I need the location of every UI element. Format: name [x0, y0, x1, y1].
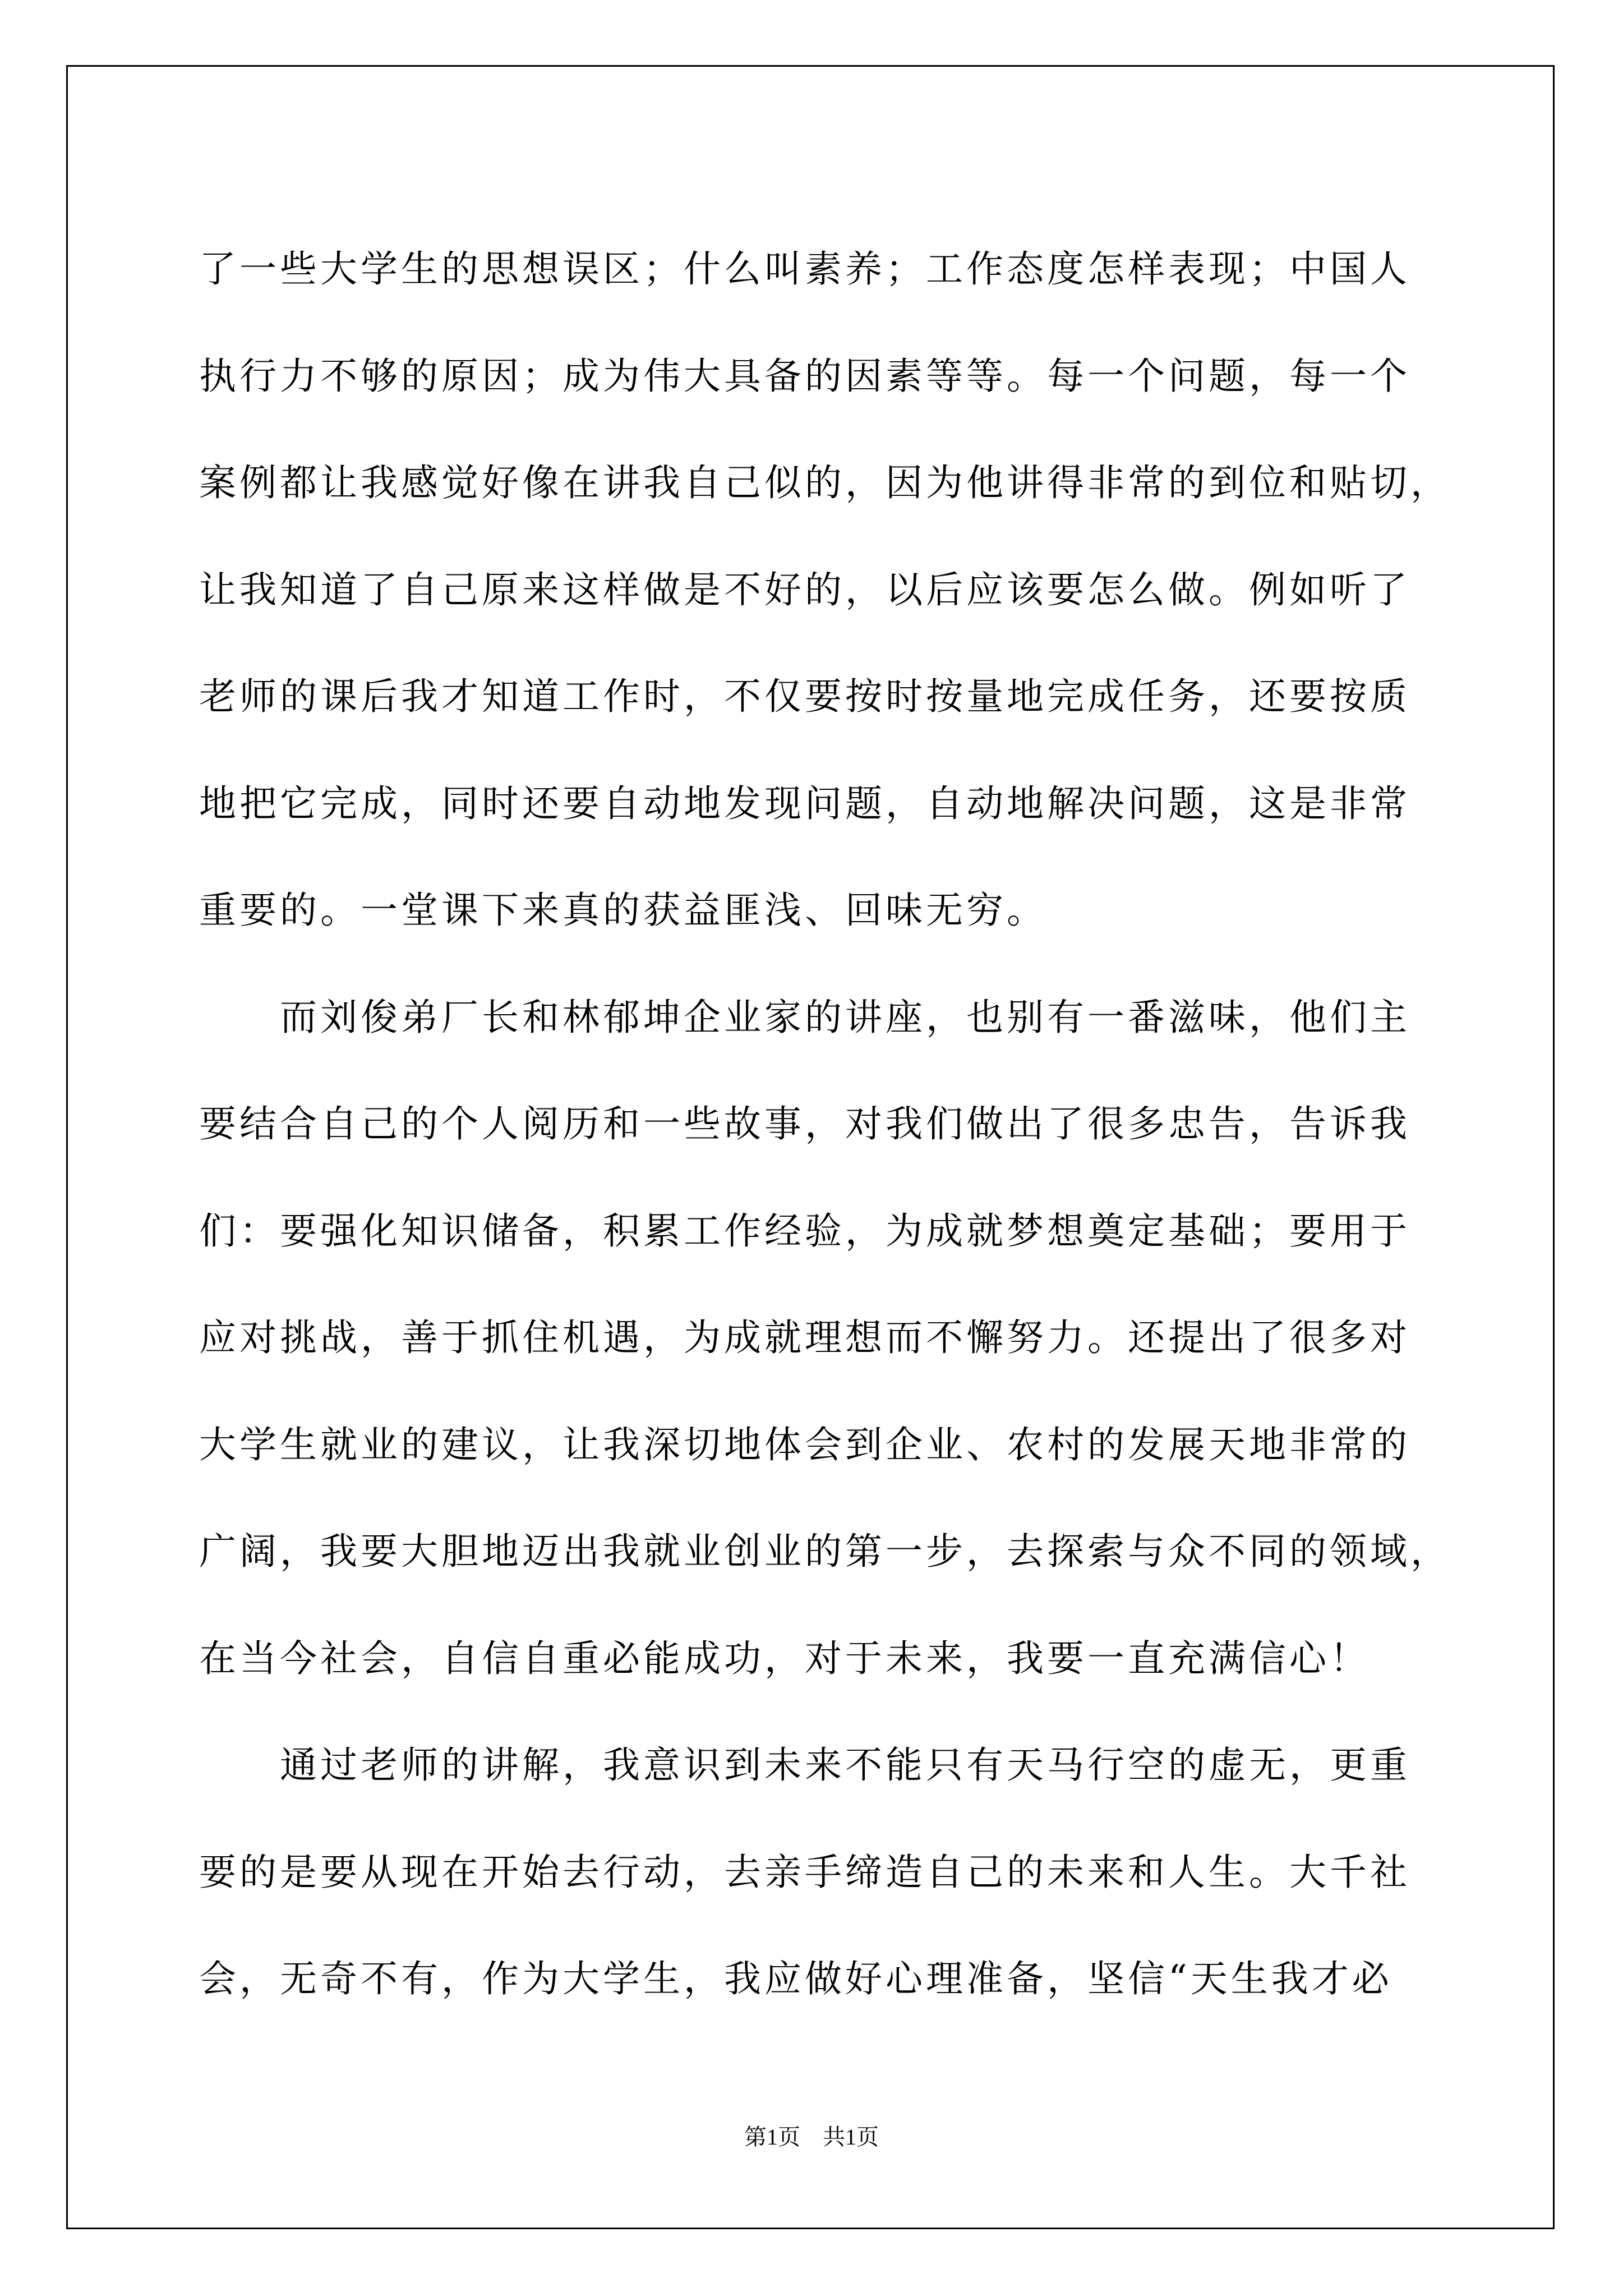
text-line: 通过老师的讲解，我意识到未来不能只有天马行空的虚无，更重 — [280, 1743, 1410, 1787]
page-number: 第1页 — [744, 2124, 800, 2150]
text-line: 大学生就业的建议，让我深切地体会到企业、农村的发展天地非常的 — [199, 1423, 1410, 1466]
text-line: 会，无奇不有，作为大学生，我应做好心理准备，坚信“天生我才必 — [199, 1957, 1393, 2000]
text-line: 而刘俊弟厂长和林郁坤企业家的讲座，也别有一番滋味，他们主 — [280, 995, 1410, 1039]
text-line: 要结合自己的个人阅历和一些故事，对我们做出了很多忠告，告诉我 — [199, 1102, 1410, 1145]
text-line: 广阔，我要大胆地迈出我就业创业的第一步，去探索与众不同的领域， — [199, 1530, 1451, 1573]
paragraph-3 — [199, 1712, 1427, 1819]
text-line: 们：要强化知识储备，积累工作经验，为成就梦想奠定基础；要用于 — [199, 1209, 1410, 1253]
page-total: 共1页 — [823, 2124, 879, 2150]
text-line: 让我知道了自己原来这样做是不好的，以后应该要怎么做。例如听了 — [199, 568, 1410, 611]
paragraph-2 — [199, 964, 1427, 1071]
text-line: 在当今社会，自信自重必能成功，对于未来，我要一直充满信心！ — [199, 1636, 1370, 1680]
document-body — [199, 216, 1451, 2033]
paragraph-3-cont — [199, 1819, 1427, 2033]
text-line: 执行力不够的原因；成为伟大具备的因素等等。每一个问题，每一个 — [199, 354, 1410, 398]
text-line: 要的是要从现在开始去行动，去亲手缔造自己的未来和人生。大千社 — [199, 1850, 1410, 1894]
text-line: 案例都让我感觉好像在讲我自己似的，因为他讲得非常的到位和贴切， — [199, 461, 1451, 504]
text-line: 应对挑战，善于抓住机遇，为成就理想而不懈努力。还提出了很多对 — [199, 1316, 1410, 1359]
text-line: 地把它完成，同时还要自动地发现问题，自动地解决问题，这是非常 — [199, 781, 1410, 825]
paragraph-2-cont — [199, 1071, 1451, 1712]
text-line: 重要的。一堂课下来真的获益匪浅、回味无穷。 — [199, 889, 1047, 932]
text-line: 老师的课后我才知道工作时，不仅要按时按量地完成任务，还要按质 — [199, 675, 1410, 718]
page-footer — [0, 2124, 1623, 2151]
paragraph-1 — [199, 216, 1451, 964]
text-line: 了一些大学生的思想误区；什么叫素养；工作态度怎样表现；中国人 — [199, 247, 1410, 291]
